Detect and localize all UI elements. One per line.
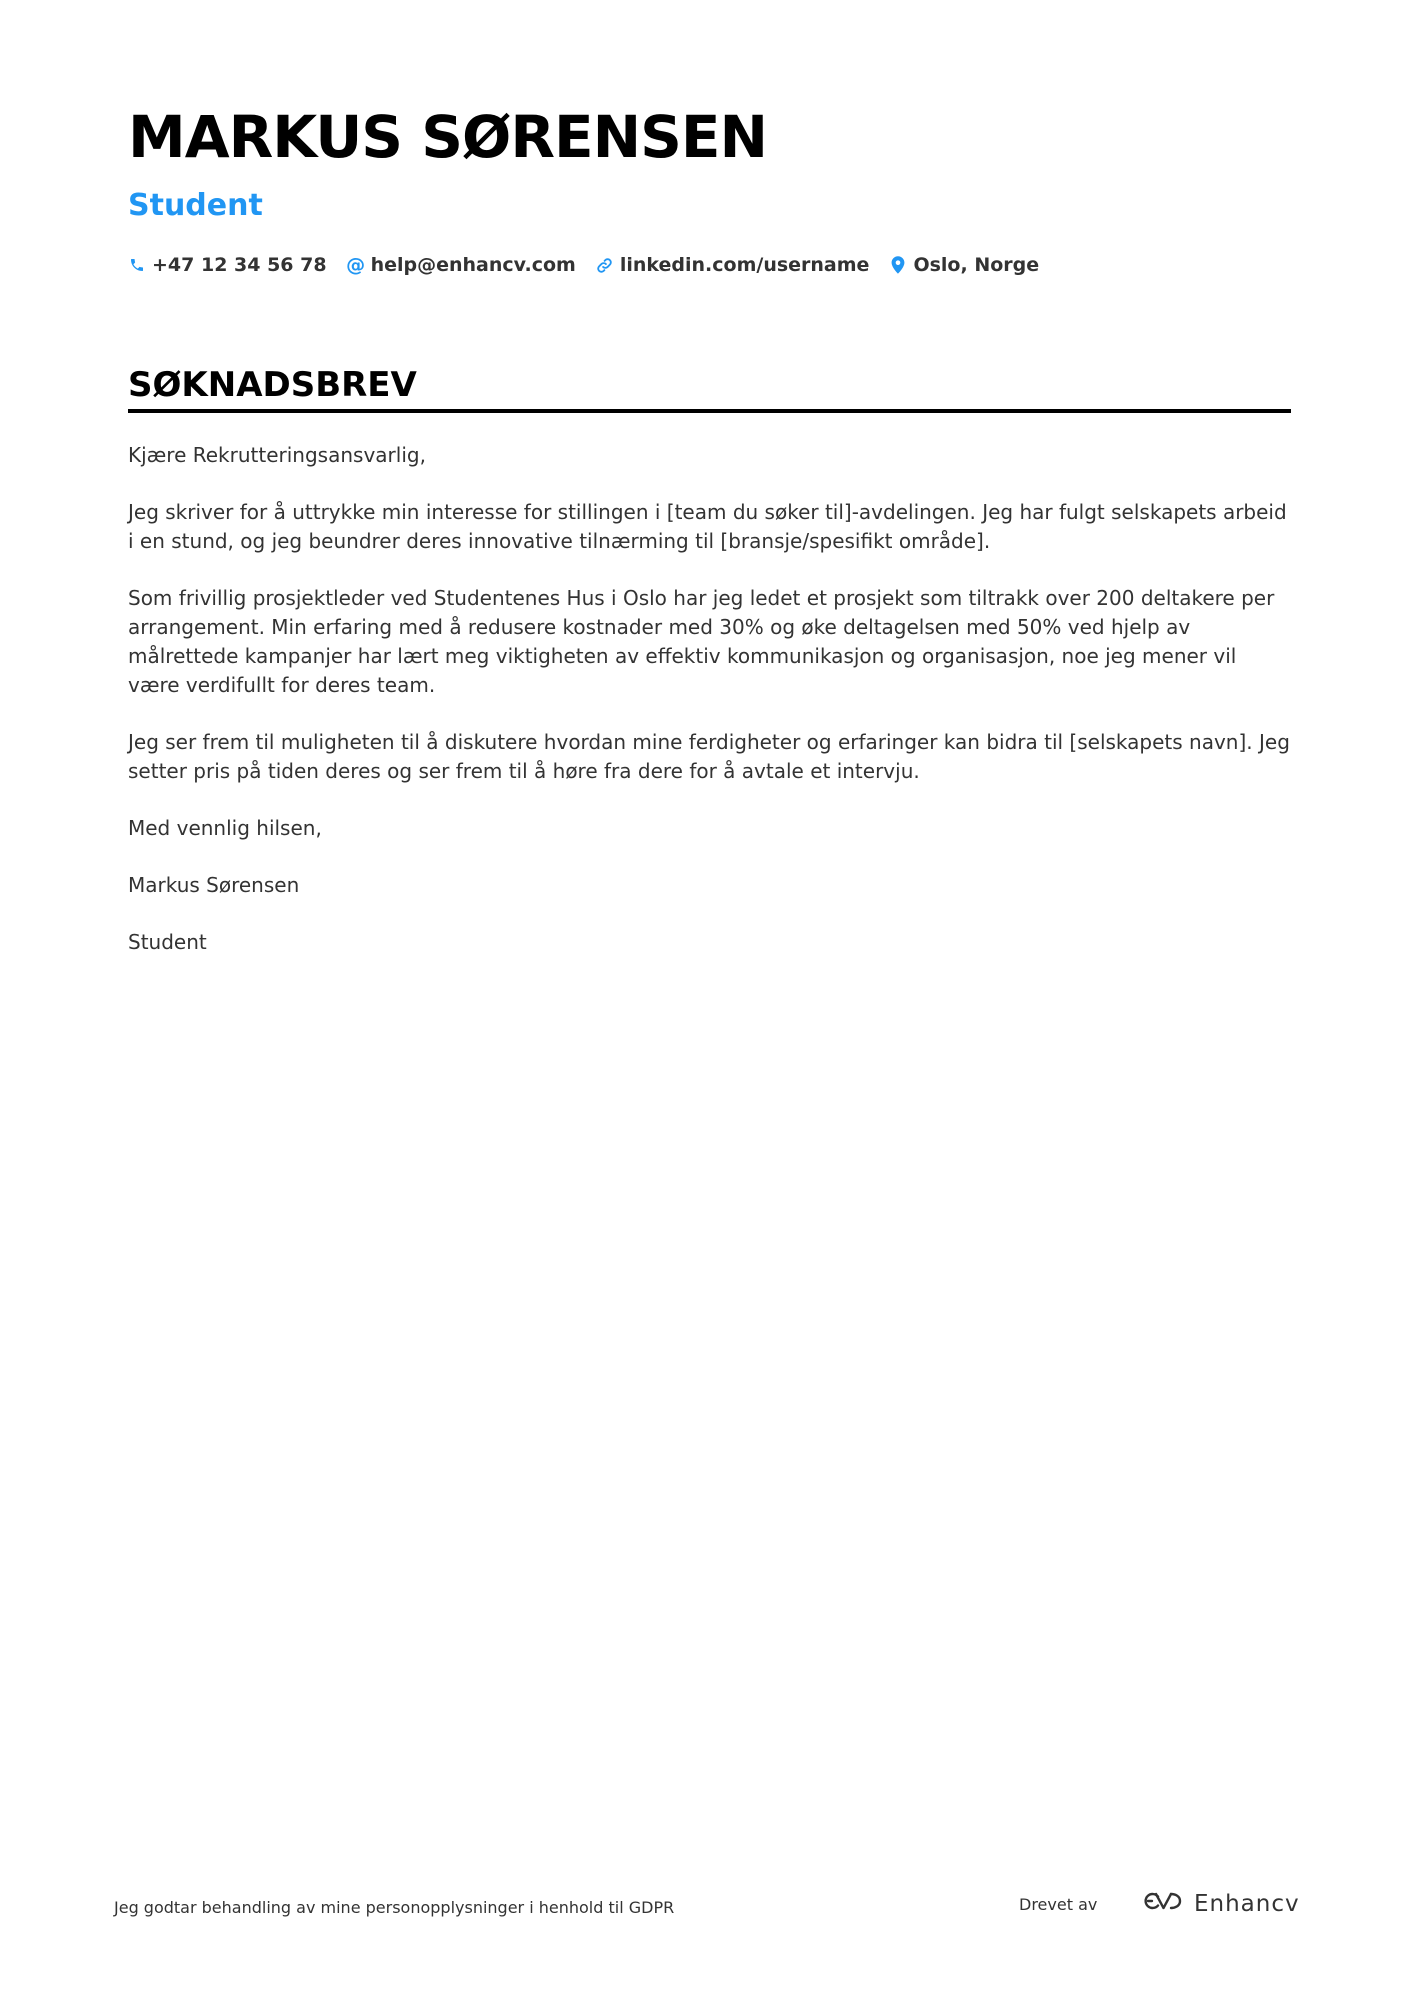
enhancv-logo-text: Enhancv (1194, 1890, 1300, 1917)
letter-body (128, 441, 1291, 985)
letter-paragraph: Jeg ser frem til muligheten til å diskutere hvordan mine ferdigheter og erfaringer kan bidra til [selskapets navn]. Jeg setter pris på tiden deres og ser frem til å høre fra dere for å avtale et intervju. (128, 730, 1290, 783)
gdpr-consent-text: Jeg godtar behandling av mine personopplysninger i henhold til GDPR (114, 1898, 675, 1917)
contact-location (889, 254, 1039, 276)
contact-info (128, 254, 1039, 276)
letter-paragraph: Som frivillig prosjektleder ved Studentenes Hus i Oslo har jeg ledet et prosjekt som tiltrakk over 200 deltakere per arrangement. Min erfaring med å redusere kostnader med 30% og øke deltagelsen med 50% ved hjelp av målrettede kampanjer har lært meg viktigheten av effektiv kommunikasjon og organisasjon, noe jeg mener vil være verdifullt for deres team. (128, 586, 1275, 697)
signature-name: Markus Sørensen (128, 873, 300, 897)
email-text: help@enhancv.com (370, 254, 576, 276)
location-pin-icon (889, 256, 907, 274)
enhancv-logo[interactable] (1138, 1889, 1300, 1918)
phone-icon (128, 256, 146, 274)
applicant-title: Student (128, 188, 263, 223)
location-text: Oslo, Norge (913, 254, 1040, 276)
at-icon: @ (346, 253, 366, 276)
powered-by-text: Drevet av (1019, 1895, 1098, 1914)
letter-greeting: Kjære Rekrutteringsansvarlig, (128, 443, 426, 467)
link-icon (596, 256, 614, 274)
section-heading: SØKNADSBREV (128, 365, 417, 405)
contact-email[interactable] (347, 254, 576, 276)
enhancv-logo-icon (1138, 1889, 1184, 1918)
signature-title: Student (128, 930, 207, 954)
section-divider (128, 409, 1291, 413)
letter-closing: Med vennlig hilsen, (128, 816, 322, 840)
contact-linkedin[interactable] (596, 254, 870, 276)
linkedin-text: linkedin.com/username (619, 254, 870, 276)
phone-text: +47 12 34 56 78 (152, 254, 327, 276)
contact-phone[interactable] (128, 254, 327, 276)
applicant-name: MARKUS SØRENSEN (128, 103, 768, 171)
letter-paragraph: Jeg skriver for å uttrykke min interesse for stillingen i [team du søker til]-avdelingen. Jeg har fulgt selskapets arbeid i en stund, og jeg beundrer deres innovative tilnærming til [bransje/spesifikt område]. (128, 500, 1287, 553)
